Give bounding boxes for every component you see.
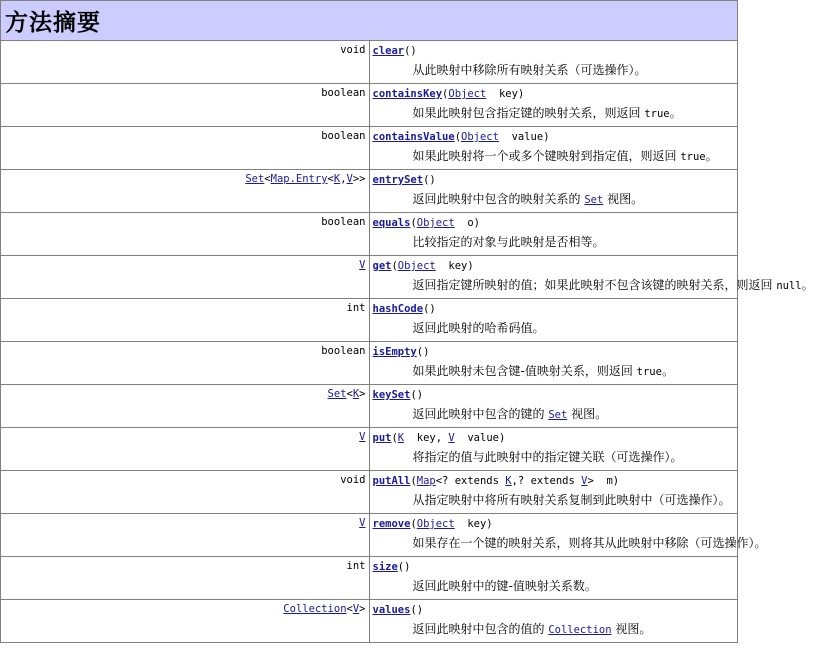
- type-link[interactable]: V: [359, 259, 366, 271]
- method-row-containsValue: [1, 127, 738, 170]
- description-text: 返回此映射中包含的映射关系的: [412, 192, 585, 206]
- return-type-cell: [1, 428, 370, 471]
- method-name-link[interactable]: entrySet: [372, 174, 424, 186]
- method-row-values: [1, 600, 738, 643]
- description-code: true: [644, 108, 670, 120]
- return-type-cell: [1, 299, 370, 342]
- return-type-cell: [1, 213, 370, 256]
- method-description: [373, 493, 738, 508]
- param-text: value): [498, 131, 550, 143]
- description-text: 如果此映射未包含键-值映射关系，则返回: [412, 364, 637, 378]
- type-link[interactable]: V: [359, 431, 366, 443]
- description-text: 。: [661, 364, 674, 378]
- method-description: [373, 321, 738, 336]
- method-description: [373, 450, 738, 465]
- method-summary-header: [1, 1, 738, 41]
- method-signature: [373, 431, 738, 445]
- return-type-cell: [1, 84, 370, 127]
- method-detail-cell: [369, 127, 738, 170]
- param-text: (): [416, 346, 430, 358]
- return-type-cell: [1, 514, 370, 557]
- method-row-keySet: [1, 385, 738, 428]
- param-text: (: [391, 432, 398, 444]
- type-link[interactable]: V: [346, 173, 353, 185]
- method-description: [373, 235, 738, 250]
- description-link[interactable]: Set: [548, 409, 568, 421]
- param-text: (: [410, 518, 417, 530]
- description-code: null: [776, 280, 802, 292]
- method-name-link[interactable]: keySet: [372, 389, 411, 401]
- method-name-link[interactable]: values: [372, 604, 411, 616]
- return-type-cell: [1, 256, 370, 299]
- method-detail-cell: [369, 299, 738, 342]
- description-text: 视图。: [567, 407, 608, 421]
- method-name-link[interactable]: size: [372, 561, 398, 573]
- method-description: [373, 106, 738, 122]
- param-text: (: [410, 217, 417, 229]
- method-description: [373, 536, 767, 551]
- param-type-link[interactable]: V: [448, 432, 455, 444]
- method-name-link[interactable]: isEmpty: [372, 346, 417, 358]
- method-detail-cell: [369, 514, 767, 557]
- method-signature: [373, 302, 738, 316]
- description-text: 。: [801, 278, 814, 292]
- return-type-cell: [1, 600, 370, 643]
- method-row-clear: [1, 41, 738, 84]
- description-text: 。: [669, 106, 682, 120]
- return-type-cell: [1, 170, 370, 213]
- param-text: (: [391, 260, 398, 272]
- description-text: 返回指定键所映射的值；如果此映射不包含该键的映射关系，则返回: [412, 278, 777, 292]
- type-text: <: [346, 603, 353, 615]
- type-text: void: [340, 474, 366, 486]
- param-text: key): [486, 88, 525, 100]
- method-signature: [373, 345, 738, 359]
- method-signature: [373, 259, 738, 273]
- param-text: (): [410, 389, 424, 401]
- param-text: (): [397, 561, 411, 573]
- type-text: int: [346, 560, 366, 572]
- param-type-link[interactable]: Object: [416, 217, 455, 229]
- method-name-link[interactable]: containsValue: [372, 131, 455, 143]
- param-text: o): [454, 217, 480, 229]
- param-type-link[interactable]: Object: [448, 88, 487, 100]
- description-text: 。: [705, 149, 718, 163]
- description-text: 如果存在一个键的映射关系，则将其从此映射中移除（可选操作）。: [412, 536, 767, 550]
- description-text: 返回此映射的哈希码值。: [412, 321, 545, 335]
- param-text: key): [454, 518, 493, 530]
- method-row-entrySet: [1, 170, 738, 213]
- param-text: > m): [587, 475, 620, 487]
- method-summary-title: 方法摘要: [5, 10, 101, 36]
- param-text: <? extends: [435, 475, 506, 487]
- description-text: 将指定的值与此映射中的指定键关联（可选操作）。: [412, 450, 683, 464]
- description-link[interactable]: Collection: [548, 624, 612, 636]
- method-signature: [373, 130, 738, 144]
- type-text: boolean: [321, 216, 366, 228]
- description-text: 视图。: [611, 622, 652, 636]
- method-description: [373, 192, 738, 208]
- method-signature: [373, 87, 738, 101]
- type-link[interactable]: Set: [245, 173, 265, 185]
- type-text: >: [359, 388, 366, 400]
- return-type-cell: [1, 342, 370, 385]
- method-name-link[interactable]: hashCode: [372, 303, 424, 315]
- type-text: boolean: [321, 87, 366, 99]
- method-row-isEmpty: [1, 342, 738, 385]
- type-link[interactable]: V: [359, 517, 366, 529]
- method-description: [373, 278, 814, 294]
- param-text: (): [423, 174, 436, 186]
- param-text: (): [410, 604, 424, 616]
- description-text: 返回此映射中包含的键的: [412, 407, 549, 421]
- method-row-get: [1, 256, 738, 299]
- method-description: [373, 579, 738, 594]
- param-text: (: [410, 475, 417, 487]
- method-description: [373, 149, 738, 165]
- method-detail-cell: [369, 600, 738, 643]
- method-signature: [373, 44, 738, 58]
- return-type-cell: [1, 471, 370, 514]
- param-text: (): [404, 45, 417, 57]
- type-text: <: [264, 173, 271, 185]
- type-text: <: [346, 388, 353, 400]
- method-name-link[interactable]: clear: [372, 45, 405, 57]
- type-link[interactable]: K: [333, 173, 341, 185]
- method-row-put: [1, 428, 738, 471]
- return-type-cell: [1, 557, 370, 600]
- method-description: [373, 407, 738, 423]
- type-link[interactable]: Map.Entry: [270, 173, 328, 185]
- description-text: 从指定映射中将所有映射关系复制到此映射中（可选操作）。: [412, 493, 731, 507]
- param-text: (): [423, 303, 436, 315]
- method-description: [373, 622, 738, 638]
- method-signature: [373, 517, 738, 531]
- param-text: (: [442, 88, 449, 100]
- method-detail-cell: [369, 385, 738, 428]
- method-detail-cell: [369, 84, 738, 127]
- param-type-link[interactable]: Object: [416, 518, 455, 530]
- method-detail-cell: [369, 170, 738, 213]
- method-signature: [373, 474, 738, 488]
- method-row-size: [1, 557, 738, 600]
- return-type-cell: [1, 127, 370, 170]
- param-type-link[interactable]: Map: [416, 475, 436, 487]
- param-text: value): [454, 432, 506, 444]
- method-description: [373, 63, 738, 78]
- type-text: >>: [352, 173, 366, 185]
- method-row-putAll: [1, 471, 738, 514]
- method-detail-cell: [369, 557, 738, 600]
- description-text: 比较指定的对象与此映射是否相等。: [412, 235, 605, 249]
- method-signature: [373, 388, 738, 402]
- method-row-containsKey: [1, 84, 738, 127]
- method-detail-cell: [369, 41, 738, 84]
- description-code: true: [680, 151, 706, 163]
- method-signature: [373, 216, 738, 230]
- return-type-cell: [1, 41, 370, 84]
- type-text: void: [340, 44, 366, 56]
- method-signature: [373, 173, 738, 187]
- description-text: 从此映射中移除所有映射关系（可选操作）。: [412, 63, 647, 77]
- type-text: <: [327, 173, 334, 185]
- type-text: int: [346, 302, 366, 314]
- description-text: 如果此映射包含指定键的映射关系，则返回: [412, 106, 645, 120]
- param-type-link[interactable]: Object: [397, 260, 436, 272]
- type-text: boolean: [321, 345, 366, 357]
- type-link[interactable]: Collection: [283, 603, 347, 615]
- method-detail-cell: [369, 213, 738, 256]
- method-signature: [373, 603, 738, 617]
- return-type-cell: [1, 385, 370, 428]
- description-code: true: [636, 366, 662, 378]
- method-name-link[interactable]: putAll: [372, 475, 411, 487]
- type-text: >: [359, 603, 366, 615]
- method-detail-cell: [369, 471, 738, 514]
- method-name-link[interactable]: get: [372, 260, 392, 272]
- method-name-link[interactable]: put: [372, 432, 392, 444]
- param-text: key,: [404, 432, 449, 444]
- type-link[interactable]: K: [352, 388, 360, 400]
- method-row-hashCode: [1, 299, 738, 342]
- param-text: key): [435, 260, 474, 272]
- description-link[interactable]: Set: [584, 194, 604, 206]
- method-row-remove: [1, 514, 738, 557]
- method-name-link[interactable]: equals: [372, 217, 411, 229]
- param-type-link[interactable]: V: [581, 475, 588, 487]
- method-detail-cell: [369, 256, 814, 299]
- param-text: (: [454, 131, 462, 143]
- description-text: 返回此映射中的键-值映射关系数。: [412, 579, 597, 593]
- param-type-link[interactable]: K: [505, 475, 512, 487]
- method-detail-cell: [369, 428, 738, 471]
- type-text: boolean: [321, 130, 366, 142]
- type-link[interactable]: Set: [327, 388, 347, 400]
- type-link[interactable]: V: [352, 603, 360, 615]
- type-text: ,: [340, 173, 347, 185]
- method-name-link[interactable]: remove: [372, 518, 411, 530]
- param-text: ,? extends: [511, 475, 582, 487]
- param-type-link[interactable]: K: [397, 432, 405, 444]
- method-signature: [373, 560, 738, 574]
- description-text: 返回此映射中包含的值的: [412, 622, 549, 636]
- method-detail-cell: [369, 342, 738, 385]
- method-description: [373, 364, 738, 380]
- method-name-link[interactable]: containsKey: [372, 88, 443, 100]
- description-text: 视图。: [603, 192, 644, 206]
- param-type-link[interactable]: Object: [461, 131, 499, 143]
- description-text: 如果此映射将一个或多个键映射到指定值，则返回: [412, 149, 681, 163]
- method-row-equals: [1, 213, 738, 256]
